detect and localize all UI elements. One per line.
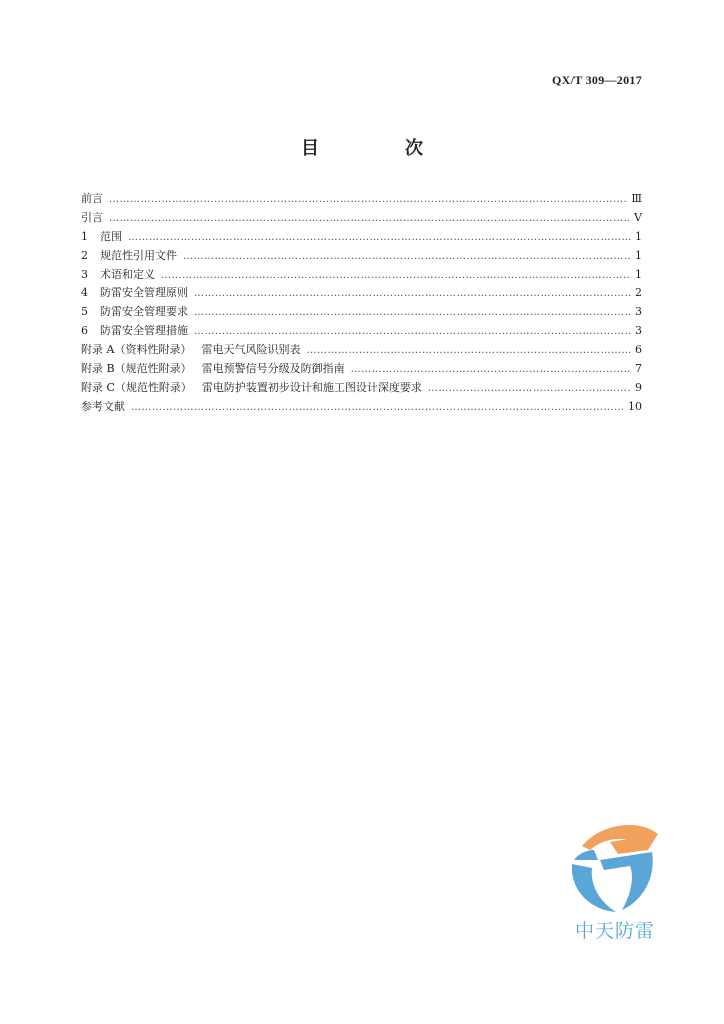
toc-dot-leader [109,191,628,210]
toc-entry[interactable] [81,228,642,247]
toc-entry-appendix-label: 附录 C（规范性附录） [81,380,192,394]
toc-dot-leader [428,380,631,399]
toc-entry-title: 范围 [100,229,122,243]
toc-entry[interactable] [81,209,642,228]
toc-entry-number: 6 [81,324,88,338]
toc-entry[interactable] [81,360,642,379]
toc-entry-page-number: 3 [635,324,642,338]
logo-mark-icon [560,820,670,915]
toc-entry-number: 4 [81,286,88,300]
toc-entry-page-number: 2 [635,286,642,300]
toc-entry-page-number: 6 [635,343,642,357]
toc-entry[interactable] [81,303,642,322]
watermark-text: 中天防雷 [574,920,655,942]
toc-dot-leader [194,304,631,323]
toc-entry-title: 术语和定义 [100,267,155,281]
toc-entry-number: 5 [81,305,88,319]
toc-dot-leader [131,399,625,418]
toc-dot-leader [183,248,631,267]
toc-entry-title: 前言 [81,192,103,205]
toc-entry-page-number: 10 [628,399,642,413]
toc-entry-page-number: 3 [635,305,642,319]
toc-entry-title: 参考文献 [81,399,125,413]
toc-entry[interactable] [81,266,642,285]
toc-entry-title: 防雷安全管理要求 [100,305,188,319]
toc-dot-leader [161,267,631,286]
toc-entry-page-number: Ⅴ [634,210,642,224]
toc-entry-title: 雷电防护装置初步设计和施工图设计深度要求 [201,380,422,394]
toc-entry-number: 3 [81,267,88,281]
toc-entry-appendix-label: 附录 A（资料性附录） [81,343,192,357]
table-of-contents [81,190,642,417]
toc-entry[interactable] [81,341,642,360]
toc-entry[interactable] [81,190,642,209]
toc-entry[interactable] [81,322,642,341]
toc-dot-leader [128,229,631,248]
toc-entry-page-number: 1 [635,248,642,262]
toc-entry[interactable] [81,247,642,266]
toc-entry-page-number: Ⅲ [631,192,642,205]
toc-entry-title: 雷电天气风险识别表 [201,343,301,357]
toc-entry-title: 规范性引用文件 [100,248,177,262]
toc-dot-leader [306,342,631,361]
standard-code: QX/T 309—2017 [551,73,642,87]
toc-entry[interactable] [81,398,642,417]
toc-entry-number: 1 [81,229,88,243]
toc-entry-title: 防雷安全管理原则 [100,286,188,300]
toc-entry[interactable] [81,379,642,398]
toc-entry-page-number: 9 [635,380,642,394]
toc-entry[interactable] [81,284,642,303]
toc-entry-number: 2 [81,248,88,262]
toc-dot-leader [194,285,631,304]
toc-entry-title: 防雷安全管理措施 [100,324,188,338]
toc-dot-leader [351,361,631,380]
watermark-logo [560,820,670,940]
toc-entry-page-number: 7 [635,362,642,376]
toc-dot-leader [194,323,631,342]
toc-entry-title: 雷电预警信号分级及防御指南 [201,362,345,376]
toc-entry-page-number: 1 [635,267,642,281]
toc-entry-title: 引言 [81,210,103,224]
toc-dot-leader [109,210,631,229]
toc-entry-page-number: 1 [635,229,642,243]
page-title: 目 次 [301,138,457,159]
toc-entry-appendix-label: 附录 B（规范性附录） [81,362,192,376]
